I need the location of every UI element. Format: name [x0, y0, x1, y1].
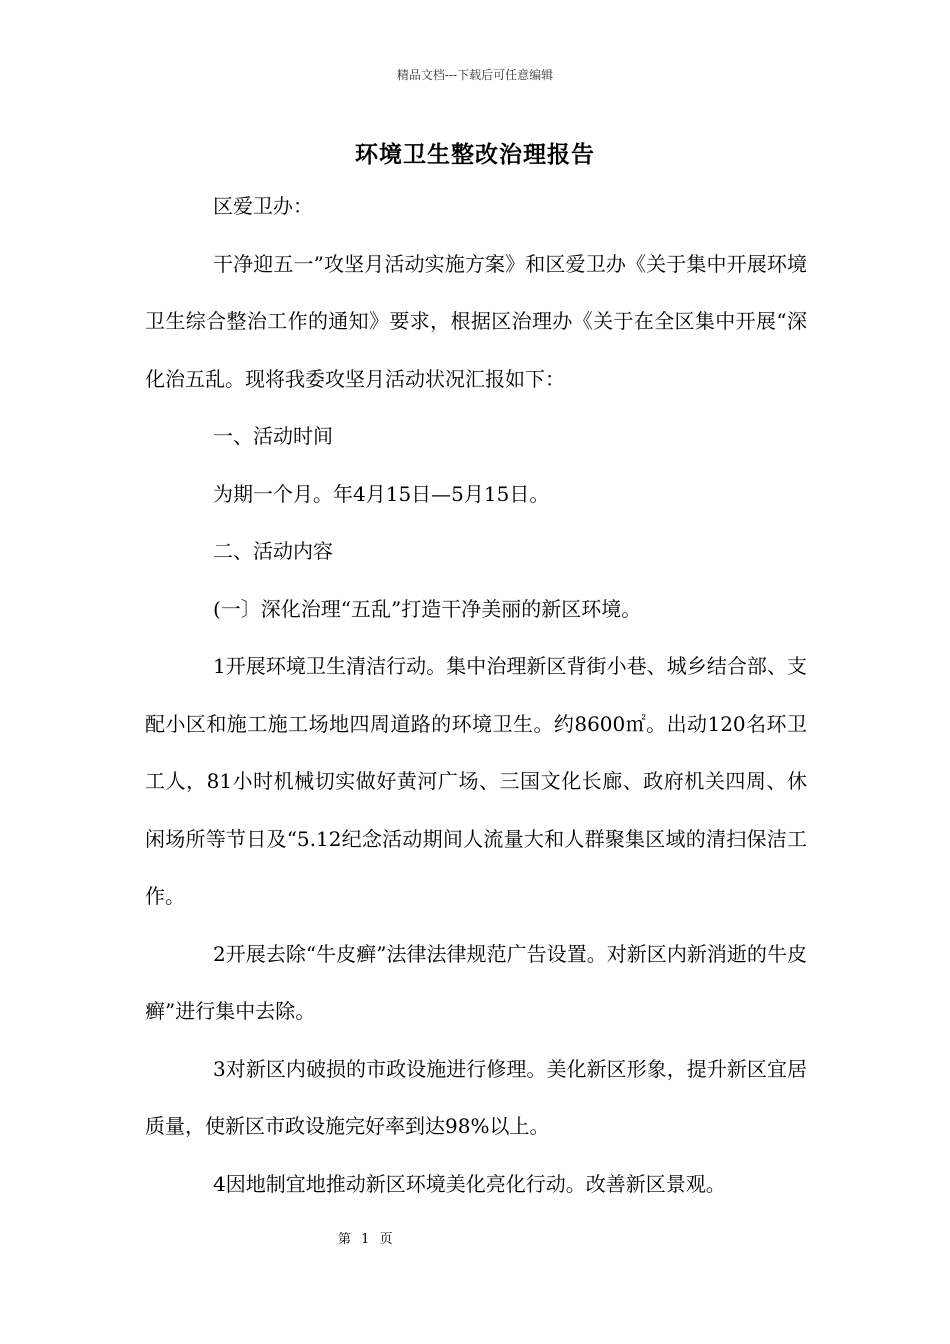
page-prefix: 第 [338, 1232, 352, 1247]
page-footer [0, 1228, 950, 1247]
paragraph: 1开展环境卫生清洁行动。集中治理新区背街小巷、城乡结合部、支配小区和施工施工场地四周道路的环境卫生。约8600㎡。出动120名环卫工人，81小时机械切实做好黄河广场、三国文化长廊、政府机关四周、休闲场所等节日及“5.12纪念活动期间人流量大和人群聚集区域的清扫保洁工作。 [145, 654, 807, 908]
paragraph: 2开展去除“牛皮癣”法律法律规范广告设置。对新区内新消逝的牛皮癣”进行集中去除。 [145, 941, 807, 1023]
section-heading: 一、活动时间 [213, 424, 333, 448]
subsection-heading: (一〕深化治理“五乱”打造干净美丽的新区环境。 [213, 596, 642, 621]
paragraph: 4因地制宜地推动新区环境美化亮化行动。改善新区景观。 [213, 1171, 726, 1196]
salutation: 区爱卫办： [213, 194, 313, 218]
page-suffix: 页 [379, 1232, 393, 1247]
document-body [145, 178, 807, 1213]
paragraph: 干净迎五一”攻坚月活动实施方案》和区爱卫办《关于集中开展环境卫生综合整治工作的通知》要求，根据区治理办《关于在全区集中开展“深化治五乱。现将我委攻坚月活动状况汇报如下： [145, 251, 807, 391]
paragraph: 3对新区内破损的市政设施进行修理。美化新区形象，提升新区宜居质量，使新区市政设施完好率到达98%以上。 [145, 1056, 807, 1138]
page-header: 精品文档---下载后可任意编辑 [396, 68, 554, 82]
document-title: 环境卫生整改治理报告 [355, 141, 595, 168]
paragraph: 为期一个月。年4月15日—5月15日。 [213, 481, 550, 506]
section-heading: 二、活动内容 [213, 539, 333, 563]
page-number: 1 [361, 1232, 370, 1247]
